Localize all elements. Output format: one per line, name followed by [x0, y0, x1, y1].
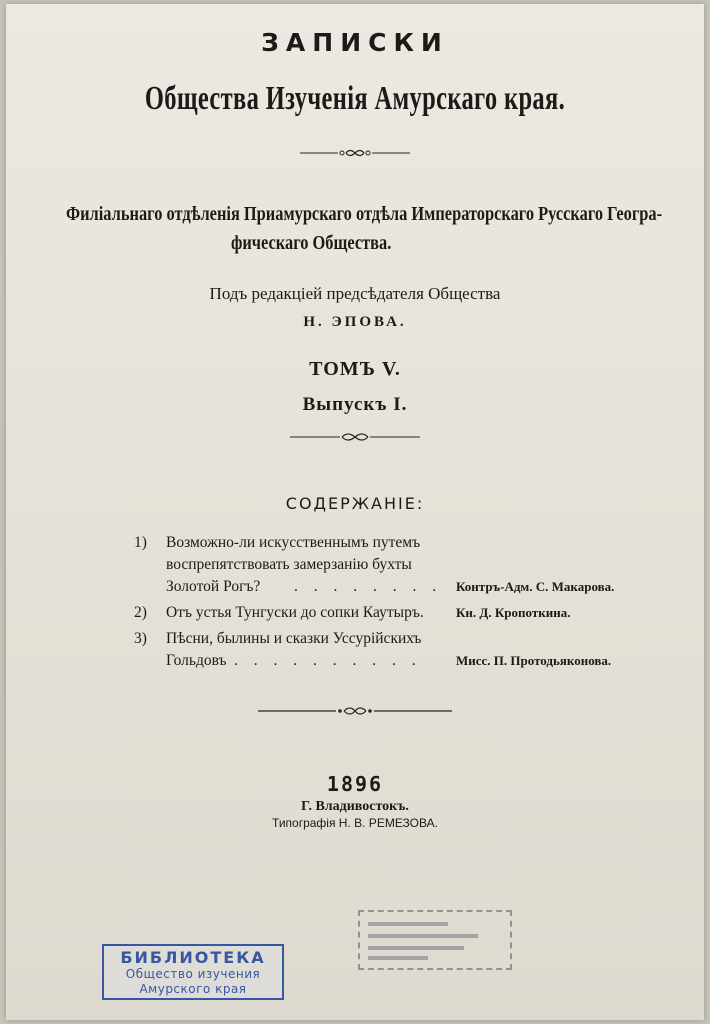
toc-item-text: воспрепятствовать замерзанію бухты [166, 556, 412, 573]
stamp-line-1: БИБЛИОТЕКА [120, 948, 266, 967]
society-title: Общества Изученія Амурскаго края. [144, 80, 566, 117]
toc-item-number: 2) [134, 604, 147, 621]
toc-item-author: Мисс. П. Протодьяконова. [456, 653, 612, 668]
ornament-divider-bottom [6, 702, 704, 721]
faded-library-stamp [358, 910, 512, 970]
library-stamp [102, 944, 284, 1000]
publication-year: 1896 [326, 772, 384, 796]
toc-leader-dots: . . . . . . . . [294, 578, 443, 595]
ornament-divider-middle [6, 428, 704, 447]
printer-name: Типографія Н. В. РЕМЕЗОВА. [272, 816, 438, 830]
toc-item-number: 1) [134, 534, 147, 551]
stamp-line-3: Амурского края [139, 982, 247, 996]
issue-number: Выпускъ I. [302, 394, 408, 415]
publication-city: Г. Владивостокъ. [301, 799, 409, 814]
volume-number: ТОМЪ V. [309, 358, 401, 380]
editor-name: Н. ЭПОВА. [303, 314, 407, 330]
title-page [6, 4, 704, 1020]
ornament-divider-top [6, 144, 704, 163]
toc-item-author: Контръ-Адм. С. Макарова. [456, 579, 615, 594]
contents-heading: СОДЕРЖАНІЕ: [285, 494, 425, 513]
toc-item-author: Кн. Д. Кропоткина. [456, 605, 571, 620]
toc-item-number: 3) [134, 630, 147, 647]
affiliation-line-1: Филіальнаго отдѣленія Приамурскаго отдѣла Императорскаго Русскаго Геогра- [66, 203, 663, 225]
toc-item-text: Отъ устья Тунгуски до сопки Каутыръ. [166, 604, 424, 621]
affiliation-line-2: фическаго Общества. [231, 232, 392, 254]
toc-item-text: Гольдовъ [166, 652, 227, 669]
toc-item-text: Золотой Рогъ? [166, 578, 261, 595]
stamp-line-2: Общество изучения [125, 967, 261, 981]
editor-line: Подъ редакціей предсѣдателя Общества [209, 284, 501, 303]
toc-leader-dots: . . . . . . . . . . [234, 652, 422, 669]
toc-item-text: Возможно-ли искусственнымъ путемъ [166, 534, 421, 551]
toc-item-text: Пѣсни, былины и сказки Уссурійскихъ [166, 630, 422, 647]
journal-title: ЗАПИСКИ [261, 28, 449, 57]
